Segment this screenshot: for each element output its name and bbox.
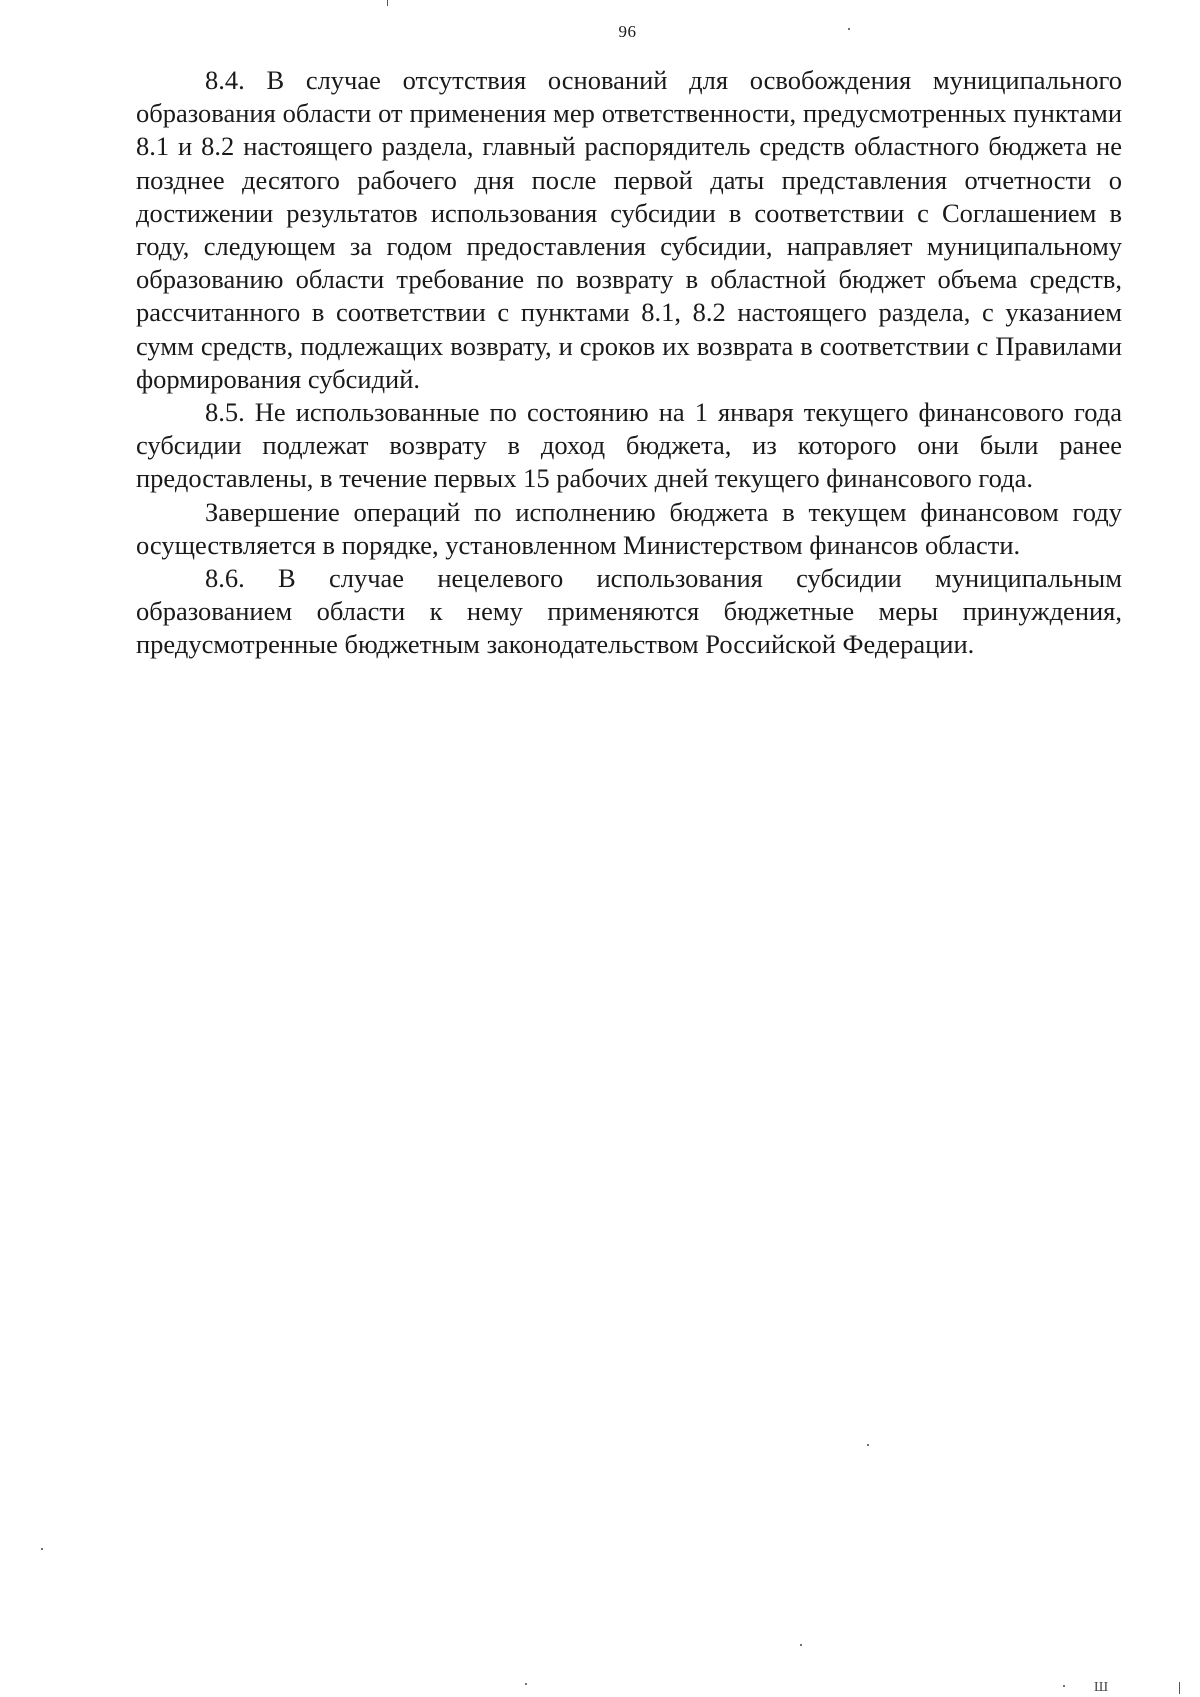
paragraph-budget-completion: Завершение операций по исполнению бюджета в текущем финансовом году осуществляется в порядке, установленном Министерством финансов области. bbox=[136, 496, 1122, 560]
paragraph-8-5: 8.5. Не использованные по состоянию на 1 января текущего финансового года субсидии подлежат возврату в доход бюджета, из которого они были ранее предоставлены, в течение первых 15 рабочих дней текущего финансового года. bbox=[136, 397, 1122, 494]
scan-mark bbox=[387, 0, 388, 6]
scan-speck bbox=[525, 1683, 527, 1685]
scan-speck bbox=[41, 1548, 43, 1550]
body-text bbox=[136, 64, 1122, 662]
scan-mark bbox=[1179, 1682, 1180, 1694]
scan-speck bbox=[800, 1644, 802, 1646]
paragraph-8-4: 8.4. В случае отсутствия оснований для освобождения муниципального образования области от применения мер ответственности, предусмотренных пунктами 8.1 и 8.2 настоящего раздела, главный распорядитель средств областного бюджета не позднее десятого рабочего дня после первой даты представления отчетности о достижении результатов использования субсидии в соответствии с Соглашением в году, следующем за годом предоставления субсидии, направляет муниципальному образованию области требование по возврату в областной бюджет объема средств, рассчитанного в соответствии с пунктами 8.1, 8.2 настоящего раздела, с указанием сумм средств, подлежащих возврату, и сроков их возврата в соответствии с Правилами формирования субсидий. bbox=[136, 65, 1122, 394]
page-number: 96 bbox=[618, 22, 637, 41]
scan-speck bbox=[867, 1444, 869, 1446]
scan-speck bbox=[1063, 1685, 1065, 1687]
edge-mark: Ш bbox=[1094, 1680, 1109, 1695]
paragraph-8-6: 8.6. В случае нецелевого использования субсидии муниципальным образованием области к нему применяются бюджетные меры принуждения, предусмотренные бюджетным законодательством Российской Федерации. bbox=[136, 563, 1122, 660]
